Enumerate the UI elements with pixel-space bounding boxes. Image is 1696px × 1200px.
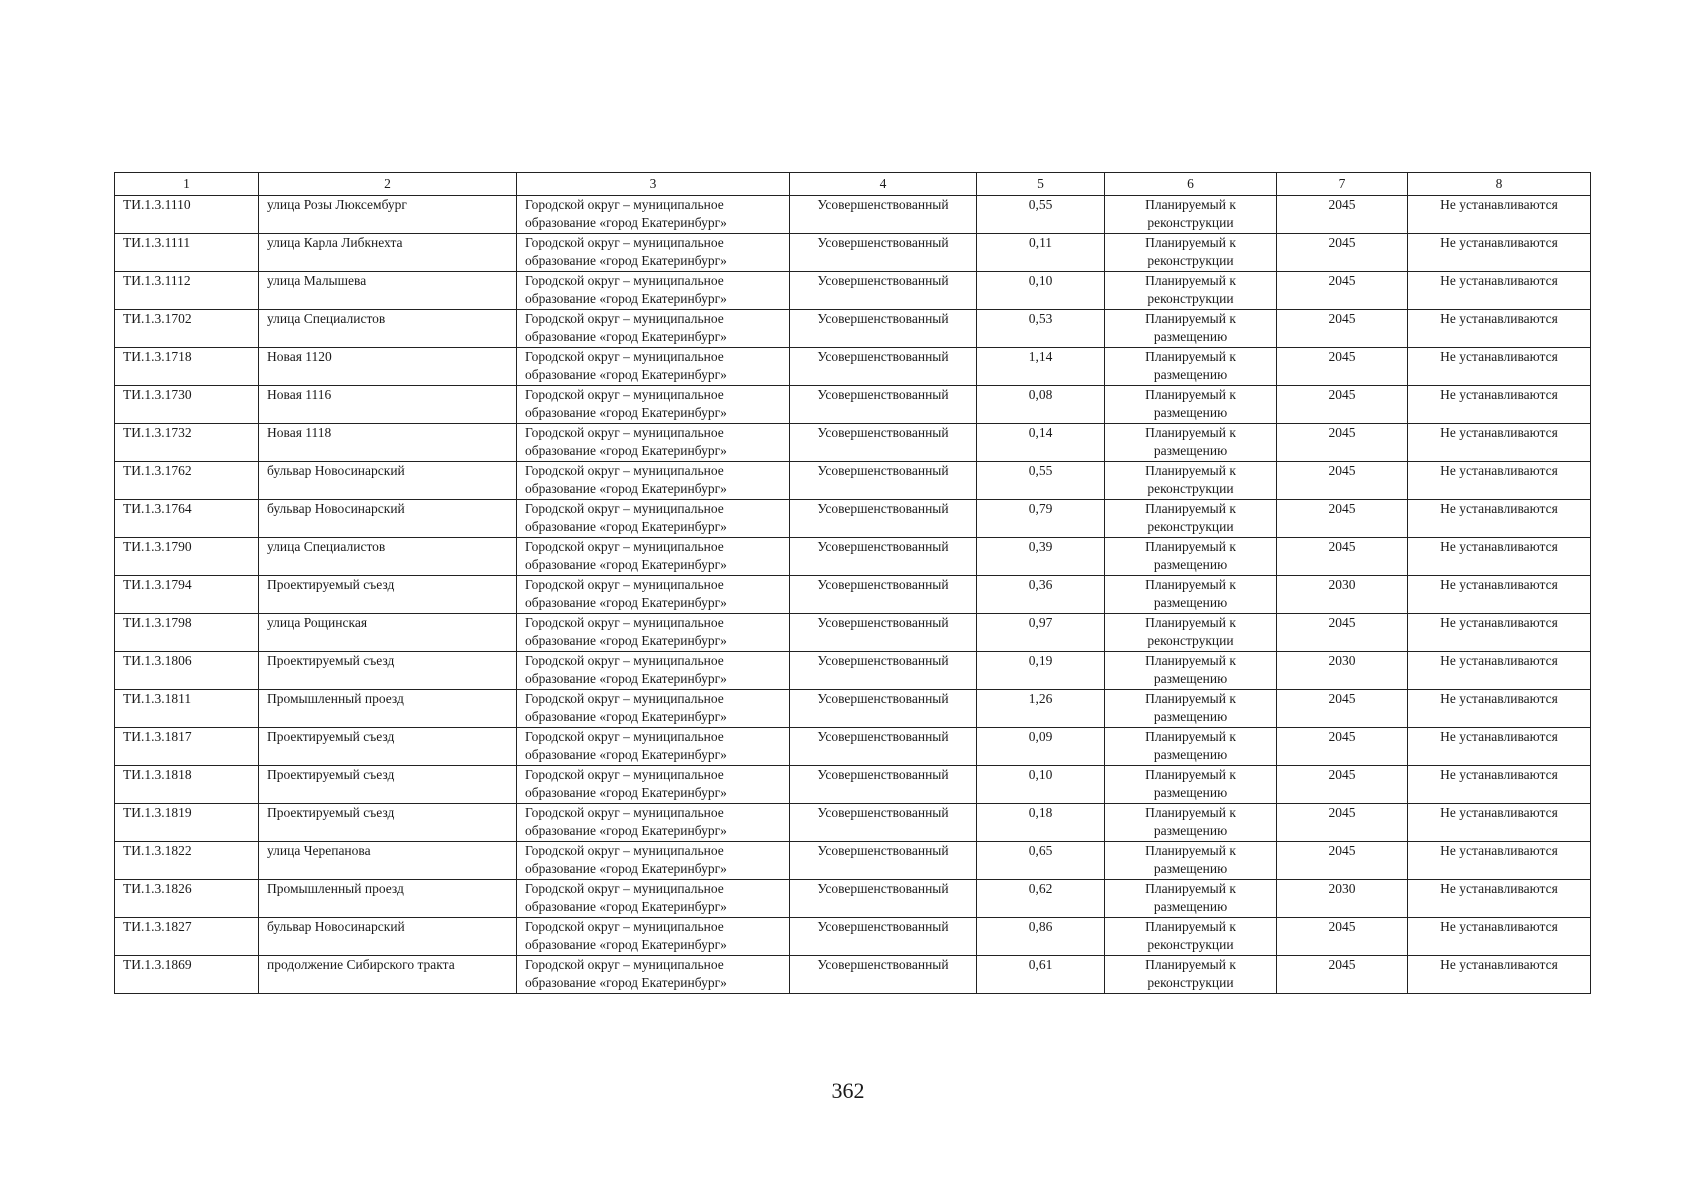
table-row — [115, 842, 1591, 880]
length-cell: 0,61 — [977, 956, 1105, 994]
table-row — [115, 880, 1591, 918]
restrictions-cell: Не устанавливаются — [1408, 880, 1591, 918]
restrictions-cell: Не устанавливаются — [1408, 272, 1591, 310]
object-code-cell: ТИ.1.3.1798 — [115, 614, 259, 652]
owner-cell: Городской округ – муниципальное образование «город Екатеринбург» — [517, 348, 790, 386]
length-cell: 0,62 — [977, 880, 1105, 918]
year-cell: 2030 — [1277, 576, 1408, 614]
object-name-cell: Проектируемый съезд — [259, 804, 517, 842]
object-name-cell: продолжение Сибирского тракта — [259, 956, 517, 994]
owner-cell: Городской округ – муниципальное образование «город Екатеринбург» — [517, 766, 790, 804]
table-row — [115, 804, 1591, 842]
surface-type-cell: Усовершенствованный — [790, 272, 977, 310]
object-name-cell: Промышленный проезд — [259, 690, 517, 728]
year-cell: 2045 — [1277, 690, 1408, 728]
object-name-cell: Новая 1120 — [259, 348, 517, 386]
object-code-cell: ТИ.1.3.1702 — [115, 310, 259, 348]
surface-type-cell: Усовершенствованный — [790, 880, 977, 918]
year-cell: 2045 — [1277, 196, 1408, 234]
owner-cell: Городской округ – муниципальное образование «город Екатеринбург» — [517, 690, 790, 728]
restrictions-cell: Не устанавливаются — [1408, 386, 1591, 424]
owner-cell: Городской округ – муниципальное образование «город Екатеринбург» — [517, 804, 790, 842]
status-cell: Планируемый к размещению — [1105, 348, 1277, 386]
length-cell: 1,14 — [977, 348, 1105, 386]
table-row — [115, 576, 1591, 614]
length-cell: 0,14 — [977, 424, 1105, 462]
length-cell: 0,55 — [977, 462, 1105, 500]
table-row — [115, 462, 1591, 500]
status-cell: Планируемый к размещению — [1105, 310, 1277, 348]
surface-type-cell: Усовершенствованный — [790, 576, 977, 614]
object-name-cell: улица Черепанова — [259, 842, 517, 880]
status-cell: Планируемый к размещению — [1105, 880, 1277, 918]
year-cell: 2045 — [1277, 728, 1408, 766]
table-row — [115, 196, 1591, 234]
surface-type-cell: Усовершенствованный — [790, 462, 977, 500]
status-cell: Планируемый к реконструкции — [1105, 272, 1277, 310]
table-row — [115, 310, 1591, 348]
surface-type-cell: Усовершенствованный — [790, 804, 977, 842]
status-cell: Планируемый к реконструкции — [1105, 196, 1277, 234]
surface-type-cell: Усовершенствованный — [790, 310, 977, 348]
object-code-cell: ТИ.1.3.1764 — [115, 500, 259, 538]
column-header: 4 — [790, 173, 977, 196]
restrictions-cell: Не устанавливаются — [1408, 348, 1591, 386]
object-code-cell: ТИ.1.3.1112 — [115, 272, 259, 310]
object-name-cell: Проектируемый съезд — [259, 576, 517, 614]
object-code-cell: ТИ.1.3.1822 — [115, 842, 259, 880]
surface-type-cell: Усовершенствованный — [790, 196, 977, 234]
status-cell: Планируемый к размещению — [1105, 424, 1277, 462]
table-row — [115, 690, 1591, 728]
object-name-cell: Новая 1118 — [259, 424, 517, 462]
year-cell: 2045 — [1277, 842, 1408, 880]
status-cell: Планируемый к реконструкции — [1105, 500, 1277, 538]
owner-cell: Городской округ – муниципальное образование «город Екатеринбург» — [517, 614, 790, 652]
surface-type-cell: Усовершенствованный — [790, 538, 977, 576]
surface-type-cell: Усовершенствованный — [790, 652, 977, 690]
object-code-cell: ТИ.1.3.1790 — [115, 538, 259, 576]
restrictions-cell: Не устанавливаются — [1408, 804, 1591, 842]
status-cell: Планируемый к реконструкции — [1105, 956, 1277, 994]
year-cell: 2045 — [1277, 804, 1408, 842]
length-cell: 0,39 — [977, 538, 1105, 576]
surface-type-cell: Усовершенствованный — [790, 690, 977, 728]
status-cell: Планируемый к размещению — [1105, 690, 1277, 728]
owner-cell: Городской округ – муниципальное образование «город Екатеринбург» — [517, 386, 790, 424]
year-cell: 2045 — [1277, 386, 1408, 424]
owner-cell: Городской округ – муниципальное образование «город Екатеринбург» — [517, 652, 790, 690]
object-code-cell: ТИ.1.3.1111 — [115, 234, 259, 272]
table-row — [115, 424, 1591, 462]
status-cell: Планируемый к размещению — [1105, 538, 1277, 576]
status-cell: Планируемый к размещению — [1105, 728, 1277, 766]
object-code-cell: ТИ.1.3.1718 — [115, 348, 259, 386]
page-number: 362 — [831, 1078, 865, 1103]
restrictions-cell: Не устанавливаются — [1408, 462, 1591, 500]
surface-type-cell: Усовершенствованный — [790, 424, 977, 462]
owner-cell: Городской округ – муниципальное образование «город Екатеринбург» — [517, 880, 790, 918]
object-name-cell: улица Карла Либкнехта — [259, 234, 517, 272]
year-cell: 2045 — [1277, 956, 1408, 994]
restrictions-cell: Не устанавливаются — [1408, 424, 1591, 462]
status-cell: Планируемый к размещению — [1105, 652, 1277, 690]
surface-type-cell: Усовершенствованный — [790, 386, 977, 424]
surface-type-cell: Усовершенствованный — [790, 234, 977, 272]
roads-table — [114, 172, 1591, 994]
restrictions-cell: Не устанавливаются — [1408, 500, 1591, 538]
owner-cell: Городской округ – муниципальное образование «город Екатеринбург» — [517, 424, 790, 462]
column-header: 5 — [977, 173, 1105, 196]
length-cell: 0,09 — [977, 728, 1105, 766]
object-name-cell: бульвар Новосинарский — [259, 462, 517, 500]
restrictions-cell: Не устанавливаются — [1408, 766, 1591, 804]
status-cell: Планируемый к реконструкции — [1105, 234, 1277, 272]
owner-cell: Городской округ – муниципальное образование «город Екатеринбург» — [517, 310, 790, 348]
year-cell: 2030 — [1277, 880, 1408, 918]
object-name-cell: Проектируемый съезд — [259, 766, 517, 804]
status-cell: Планируемый к размещению — [1105, 386, 1277, 424]
restrictions-cell: Не устанавливаются — [1408, 310, 1591, 348]
surface-type-cell: Усовершенствованный — [790, 842, 977, 880]
restrictions-cell: Не устанавливаются — [1408, 918, 1591, 956]
status-cell: Планируемый к реконструкции — [1105, 918, 1277, 956]
status-cell: Планируемый к реконструкции — [1105, 614, 1277, 652]
owner-cell: Городской округ – муниципальное образование «город Екатеринбург» — [517, 272, 790, 310]
restrictions-cell: Не устанавливаются — [1408, 576, 1591, 614]
year-cell: 2045 — [1277, 918, 1408, 956]
surface-type-cell: Усовершенствованный — [790, 918, 977, 956]
table-header — [115, 173, 1591, 196]
surface-type-cell: Усовершенствованный — [790, 348, 977, 386]
length-cell: 0,11 — [977, 234, 1105, 272]
surface-type-cell: Усовершенствованный — [790, 956, 977, 994]
owner-cell: Городской округ – муниципальное образование «город Екатеринбург» — [517, 728, 790, 766]
owner-cell: Городской округ – муниципальное образование «город Екатеринбург» — [517, 538, 790, 576]
object-code-cell: ТИ.1.3.1730 — [115, 386, 259, 424]
year-cell: 2030 — [1277, 652, 1408, 690]
length-cell: 0,53 — [977, 310, 1105, 348]
status-cell: Планируемый к размещению — [1105, 766, 1277, 804]
length-cell: 0,19 — [977, 652, 1105, 690]
object-code-cell: ТИ.1.3.1811 — [115, 690, 259, 728]
owner-cell: Городской округ – муниципальное образование «город Екатеринбург» — [517, 576, 790, 614]
owner-cell: Городской округ – муниципальное образование «город Екатеринбург» — [517, 956, 790, 994]
object-code-cell: ТИ.1.3.1827 — [115, 918, 259, 956]
object-name-cell: Промышленный проезд — [259, 880, 517, 918]
restrictions-cell: Не устанавливаются — [1408, 956, 1591, 994]
status-cell: Планируемый к размещению — [1105, 576, 1277, 614]
year-cell: 2045 — [1277, 348, 1408, 386]
object-name-cell: бульвар Новосинарский — [259, 918, 517, 956]
object-name-cell: Новая 1116 — [259, 386, 517, 424]
object-name-cell: улица Специалистов — [259, 310, 517, 348]
owner-cell: Городской округ – муниципальное образование «город Екатеринбург» — [517, 500, 790, 538]
restrictions-cell: Не устанавливаются — [1408, 728, 1591, 766]
length-cell: 0,97 — [977, 614, 1105, 652]
column-header: 3 — [517, 173, 790, 196]
object-code-cell: ТИ.1.3.1826 — [115, 880, 259, 918]
object-name-cell: улица Специалистов — [259, 538, 517, 576]
owner-cell: Городской округ – муниципальное образование «город Екатеринбург» — [517, 196, 790, 234]
length-cell: 0,36 — [977, 576, 1105, 614]
column-header: 6 — [1105, 173, 1277, 196]
restrictions-cell: Не устанавливаются — [1408, 196, 1591, 234]
table-row — [115, 652, 1591, 690]
year-cell: 2045 — [1277, 614, 1408, 652]
status-cell: Планируемый к размещению — [1105, 804, 1277, 842]
object-name-cell: улица Малышева — [259, 272, 517, 310]
year-cell: 2045 — [1277, 538, 1408, 576]
length-cell: 0,10 — [977, 766, 1105, 804]
table-row — [115, 538, 1591, 576]
year-cell: 2045 — [1277, 500, 1408, 538]
object-code-cell: ТИ.1.3.1732 — [115, 424, 259, 462]
table-row — [115, 272, 1591, 310]
year-cell: 2045 — [1277, 766, 1408, 804]
surface-type-cell: Усовершенствованный — [790, 500, 977, 538]
surface-type-cell: Усовершенствованный — [790, 766, 977, 804]
column-header: 7 — [1277, 173, 1408, 196]
owner-cell: Городской округ – муниципальное образование «город Екатеринбург» — [517, 234, 790, 272]
table-row — [115, 766, 1591, 804]
object-code-cell: ТИ.1.3.1819 — [115, 804, 259, 842]
object-code-cell: ТИ.1.3.1806 — [115, 652, 259, 690]
object-name-cell: улица Розы Люксембург — [259, 196, 517, 234]
object-code-cell: ТИ.1.3.1818 — [115, 766, 259, 804]
length-cell: 0,18 — [977, 804, 1105, 842]
owner-cell: Городской округ – муниципальное образование «город Екатеринбург» — [517, 842, 790, 880]
restrictions-cell: Не устанавливаются — [1408, 538, 1591, 576]
table-row — [115, 386, 1591, 424]
object-code-cell: ТИ.1.3.1794 — [115, 576, 259, 614]
object-code-cell: ТИ.1.3.1762 — [115, 462, 259, 500]
table-row — [115, 500, 1591, 538]
table-row — [115, 956, 1591, 994]
table-body — [115, 196, 1591, 994]
year-cell: 2045 — [1277, 310, 1408, 348]
length-cell: 0,10 — [977, 272, 1105, 310]
object-name-cell: Проектируемый съезд — [259, 652, 517, 690]
status-cell: Планируемый к размещению — [1105, 842, 1277, 880]
restrictions-cell: Не устанавливаются — [1408, 234, 1591, 272]
table-row — [115, 614, 1591, 652]
table-row — [115, 348, 1591, 386]
header-row — [115, 173, 1591, 196]
table-row — [115, 234, 1591, 272]
object-name-cell: бульвар Новосинарский — [259, 500, 517, 538]
length-cell: 0,86 — [977, 918, 1105, 956]
restrictions-cell: Не устанавливаются — [1408, 842, 1591, 880]
table-row — [115, 918, 1591, 956]
object-code-cell: ТИ.1.3.1869 — [115, 956, 259, 994]
surface-type-cell: Усовершенствованный — [790, 614, 977, 652]
year-cell: 2045 — [1277, 234, 1408, 272]
owner-cell: Городской округ – муниципальное образование «город Екатеринбург» — [517, 918, 790, 956]
year-cell: 2045 — [1277, 272, 1408, 310]
owner-cell: Городской округ – муниципальное образование «город Екатеринбург» — [517, 462, 790, 500]
table-row — [115, 728, 1591, 766]
column-header: 8 — [1408, 173, 1591, 196]
year-cell: 2045 — [1277, 462, 1408, 500]
length-cell: 0,65 — [977, 842, 1105, 880]
object-code-cell: ТИ.1.3.1110 — [115, 196, 259, 234]
year-cell: 2045 — [1277, 424, 1408, 462]
restrictions-cell: Не устанавливаются — [1408, 652, 1591, 690]
length-cell: 0,55 — [977, 196, 1105, 234]
status-cell: Планируемый к реконструкции — [1105, 462, 1277, 500]
column-header: 2 — [259, 173, 517, 196]
object-code-cell: ТИ.1.3.1817 — [115, 728, 259, 766]
object-name-cell: улица Рощинская — [259, 614, 517, 652]
restrictions-cell: Не устанавливаются — [1408, 690, 1591, 728]
length-cell: 1,26 — [977, 690, 1105, 728]
length-cell: 0,08 — [977, 386, 1105, 424]
surface-type-cell: Усовершенствованный — [790, 728, 977, 766]
length-cell: 0,79 — [977, 500, 1105, 538]
column-header: 1 — [115, 173, 259, 196]
restrictions-cell: Не устанавливаются — [1408, 614, 1591, 652]
object-name-cell: Проектируемый съезд — [259, 728, 517, 766]
